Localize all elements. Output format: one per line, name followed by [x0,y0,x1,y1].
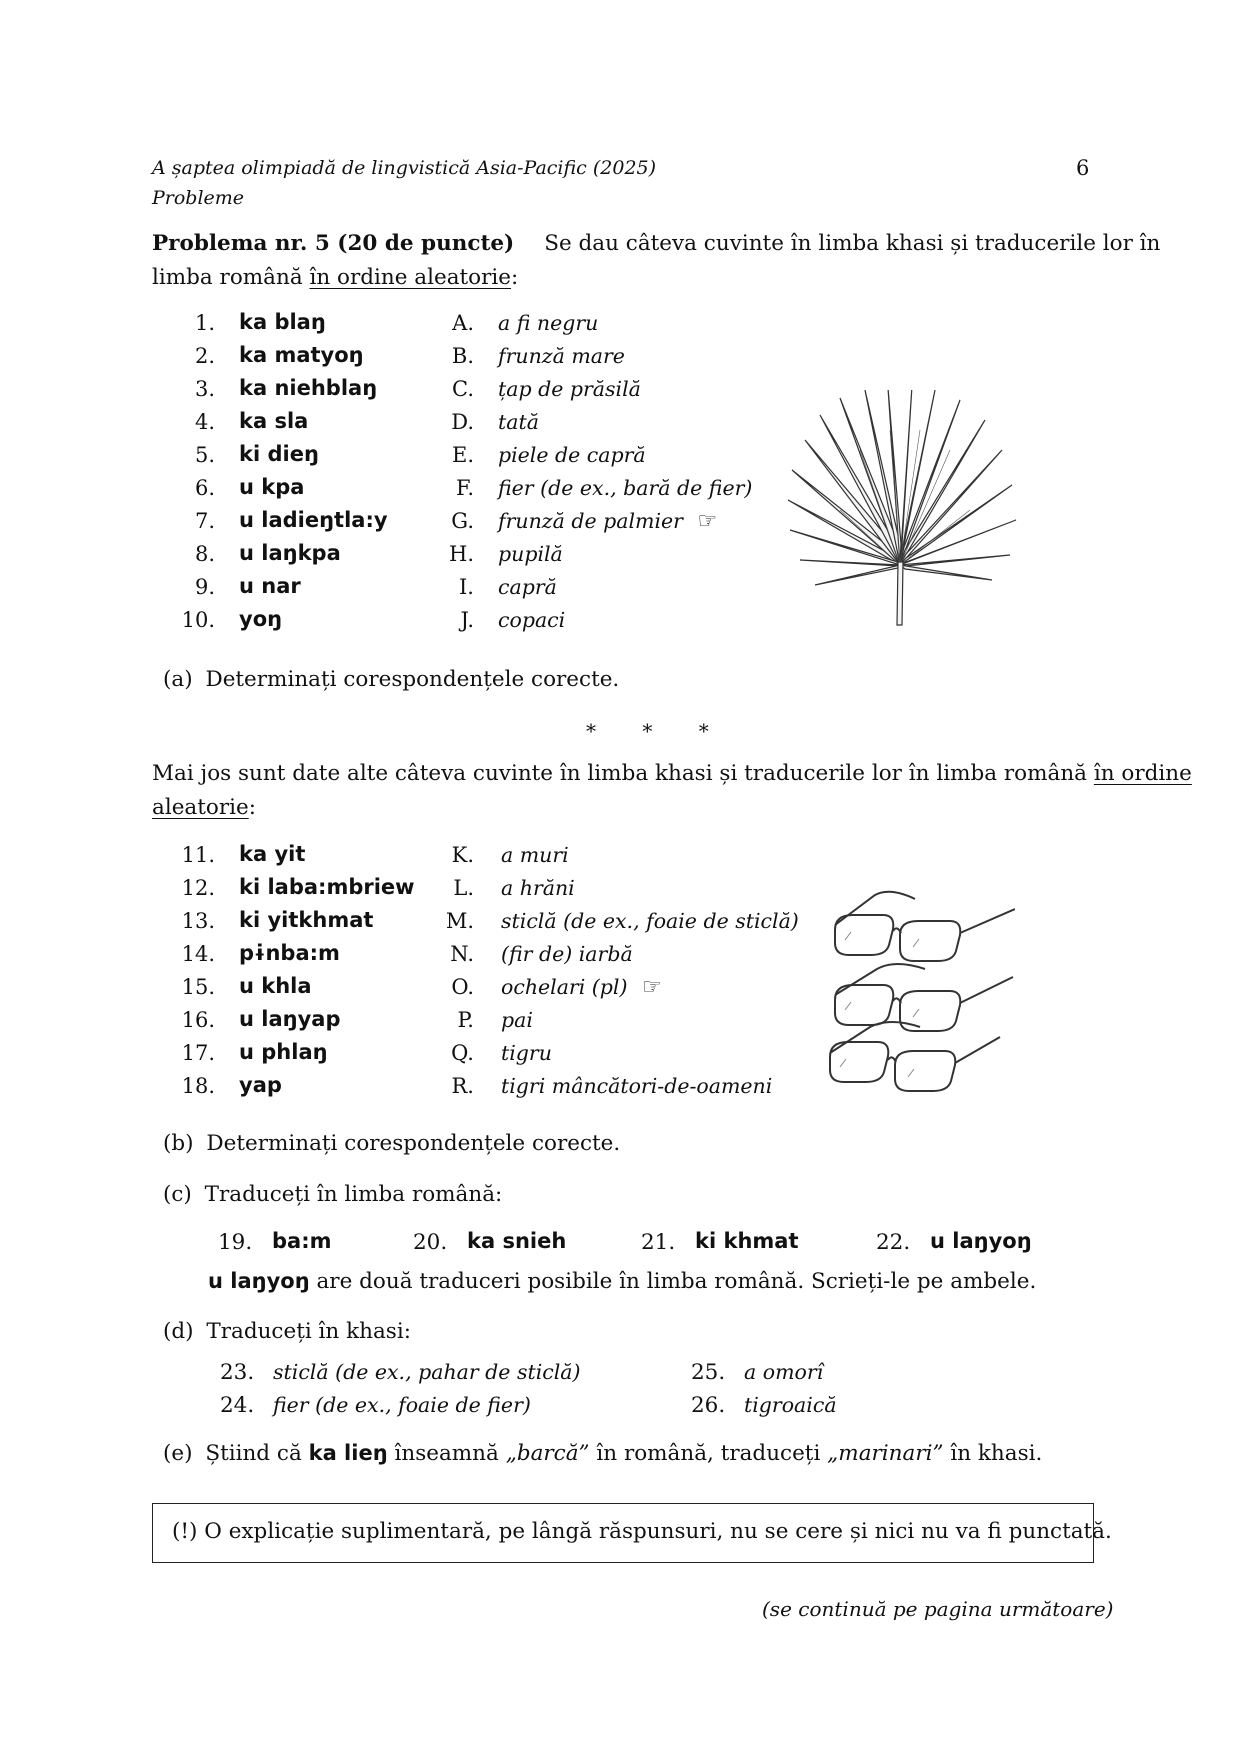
translation-text: capră [498,575,557,599]
part-c-label: (c) [163,1182,192,1207]
list-item-number: 9. [194,575,215,599]
translation-text [501,975,662,1000]
intro-underlined: în ordine aleatorie [309,265,512,290]
khasi-word: yoŋ [239,607,283,631]
translation-letter: N. [450,942,474,966]
glasses-illustration [815,885,1015,1095]
part-d-item-number: 25. [691,1360,726,1385]
second-intro-line2 [152,791,256,825]
list-item-number: 12. [181,876,215,900]
translation-letter: O. [451,975,474,999]
list-item-number: 17. [181,1041,215,1065]
khasi-word: ka blaŋ [239,310,326,334]
part-e-text: în română, traduceți [589,1441,828,1466]
part-c [163,1182,502,1207]
khasi-word: pɨnba:m [239,941,340,965]
list-item-number: 5. [194,443,215,467]
part-c-item-word: u laŋyoŋ [930,1229,1032,1253]
translation-text: a hrăni [501,876,575,900]
translation-letter: G. [451,509,474,533]
khasi-word: u kpa [239,475,305,499]
list-item-number: 18. [181,1074,215,1098]
khasi-word: u khla [239,974,312,998]
part-c-item-number: 22. [876,1230,911,1255]
translation-text: a muri [501,843,569,867]
translation-text: pupilă [498,542,563,566]
part-d-item-text: tigroaică [744,1393,837,1417]
translation-text [498,509,717,534]
intro-suffix: : [511,265,519,290]
part-c-note-text: are două traduceri posibile în limba română. Scrieți-le pe ambele. [309,1269,1037,1294]
translation-letter: A. [452,311,474,335]
translation-letter: Q. [451,1041,474,1065]
footer-continued: (se continuă pe pagina următoare) [762,1597,1114,1621]
translation-text: fier (de ex., bară de fier) [498,476,753,500]
list-item-number: 13. [181,909,215,933]
list-item-number: 4. [194,410,215,434]
translation-letter: I. [459,575,474,599]
translation-letter: P. [457,1008,474,1032]
part-e-text: în khasi. [943,1441,1043,1466]
part-b [163,1131,620,1156]
translation-letter: D. [451,410,474,434]
part-a [163,667,619,692]
part-e-quote: „barcă” [505,1441,590,1466]
translation-text-value: ochelari (pl) [501,975,628,999]
list-item-number: 2. [194,344,215,368]
second-intro-underlined-2: aleatorie [152,795,249,820]
list-item-number: 15. [181,975,215,999]
khasi-word: ka sla [239,409,309,433]
intro-prefix: limba română [152,265,310,290]
part-c-item-word: ba:m [272,1229,332,1253]
khasi-word: ka matyoŋ [239,343,364,367]
khasi-word: u ladieŋtla:y [239,508,388,532]
translation-letter: K. [451,843,474,867]
part-d-item-text: sticlă (de ex., pahar de sticlă) [273,1360,581,1384]
khasi-word: ka niehblaŋ [239,376,378,400]
translation-letter: L. [453,876,474,900]
part-c-item-number: 20. [413,1230,448,1255]
list-item-number: 14. [181,942,215,966]
translation-text: frunză mare [498,344,625,368]
page-number: 6 [1076,156,1090,180]
list-item-number: 3. [194,377,215,401]
khasi-word: ki laba:mbriew [239,875,415,899]
list-item-number: 8. [194,542,215,566]
second-intro-prefix: Mai jos sunt date alte câteva cuvinte în limba khasi și traducerile lor în limba română [152,761,1094,786]
second-intro-suffix: : [248,795,256,820]
khasi-word: u laŋkpa [239,541,341,565]
part-e-label: (e) [163,1441,193,1466]
part-c-text: Traduceți în limba română: [204,1182,503,1207]
part-a-label: (a) [163,667,193,692]
problem-intro-line2 [152,261,518,295]
list-item-number: 11. [181,843,215,867]
translation-letter: E. [451,443,474,467]
translation-text: (fir de) iarbă [501,942,633,966]
part-c-note-word: u laŋyoŋ [208,1269,310,1293]
translation-text: a fi negru [498,311,599,335]
section-separator: * * * [586,719,729,743]
translation-text: tată [498,410,539,434]
part-d-item-text: fier (de ex., foaie de fier) [273,1393,531,1417]
translation-letter: J. [460,608,474,632]
pointing-hand-icon: ☞ [642,975,662,1000]
khasi-word: ka yit [239,842,306,866]
palm-leaf-illustration [780,390,1020,630]
translation-text: sticlă (de ex., foaie de sticlă) [501,909,799,933]
translation-text-value: frunză de palmier [498,509,683,533]
part-d-item-text: a omorî [744,1360,824,1384]
translation-text: piele de capră [498,443,646,467]
translation-text: tigru [501,1041,552,1065]
translation-text: pai [501,1008,533,1032]
list-item-number: 10. [181,608,215,632]
header-subtitle: Probleme [152,187,245,209]
khasi-word: ki yitkhmat [239,908,374,932]
part-e-quote: „marinari” [827,1441,944,1466]
problem-heading: Problema nr. 5 (20 de puncte) [152,231,515,256]
khasi-word: ki dieŋ [239,442,319,466]
part-d-label: (d) [163,1319,194,1344]
part-d-item-number: 26. [691,1393,726,1418]
pointing-hand-icon: ☞ [697,509,718,534]
translation-text: tigri mâncători-de-oameni [501,1074,773,1098]
translation-text: copaci [498,608,566,632]
second-intro-underlined: în ordine [1093,761,1192,786]
translation-letter: R. [451,1074,474,1098]
khasi-word: u phlaŋ [239,1040,328,1064]
part-e-text: Știind că [205,1441,309,1466]
list-item-number: 6. [194,476,215,500]
part-a-text: Determinați corespondențele corecte. [205,667,620,692]
translation-letter: H. [449,542,474,566]
part-d-item-number: 23. [220,1360,255,1385]
intro-text: Se dau câteva cuvinte în limba khasi și traducerile lor în [544,231,1161,256]
list-item-number: 1. [194,311,215,335]
part-b-label: (b) [163,1131,194,1156]
list-item-number: 16. [181,1008,215,1032]
khasi-word: u nar [239,574,301,598]
part-e-word: ka lieŋ [308,1441,388,1465]
part-d-item-number: 24. [220,1393,255,1418]
translation-letter: F. [456,476,474,500]
list-item-number: 7. [194,509,215,533]
header-title: A șaptea olimpiadă de lingvistică Asia-Pacific (2025) [152,157,657,179]
part-b-text: Determinați corespondențele corecte. [206,1131,621,1156]
part-c-item-word: ka snieh [467,1229,567,1253]
second-intro-line1 [152,757,1192,791]
translation-text: țap de prăsilă [498,377,641,401]
part-e-text: înseamnă [387,1441,506,1466]
translation-letter: B. [451,344,474,368]
problem-intro-line1 [152,227,1160,261]
translation-letter: M. [445,909,474,933]
part-c-note [208,1269,1036,1294]
part-c-item-word: ki khmat [695,1229,799,1253]
part-e [163,1441,1042,1466]
part-c-item-number: 19. [218,1230,253,1255]
khasi-word: u laŋyap [239,1007,341,1031]
part-c-item-number: 21. [641,1230,676,1255]
khasi-word: yap [239,1073,282,1097]
translation-letter: C. [452,377,474,401]
part-d [163,1319,411,1344]
note-text: (!) O explicație suplimentară, pe lângă răspunsuri, nu se cere și nici nu va fi punctată. [172,1519,1112,1544]
part-d-text: Traduceți în khasi: [206,1319,411,1344]
